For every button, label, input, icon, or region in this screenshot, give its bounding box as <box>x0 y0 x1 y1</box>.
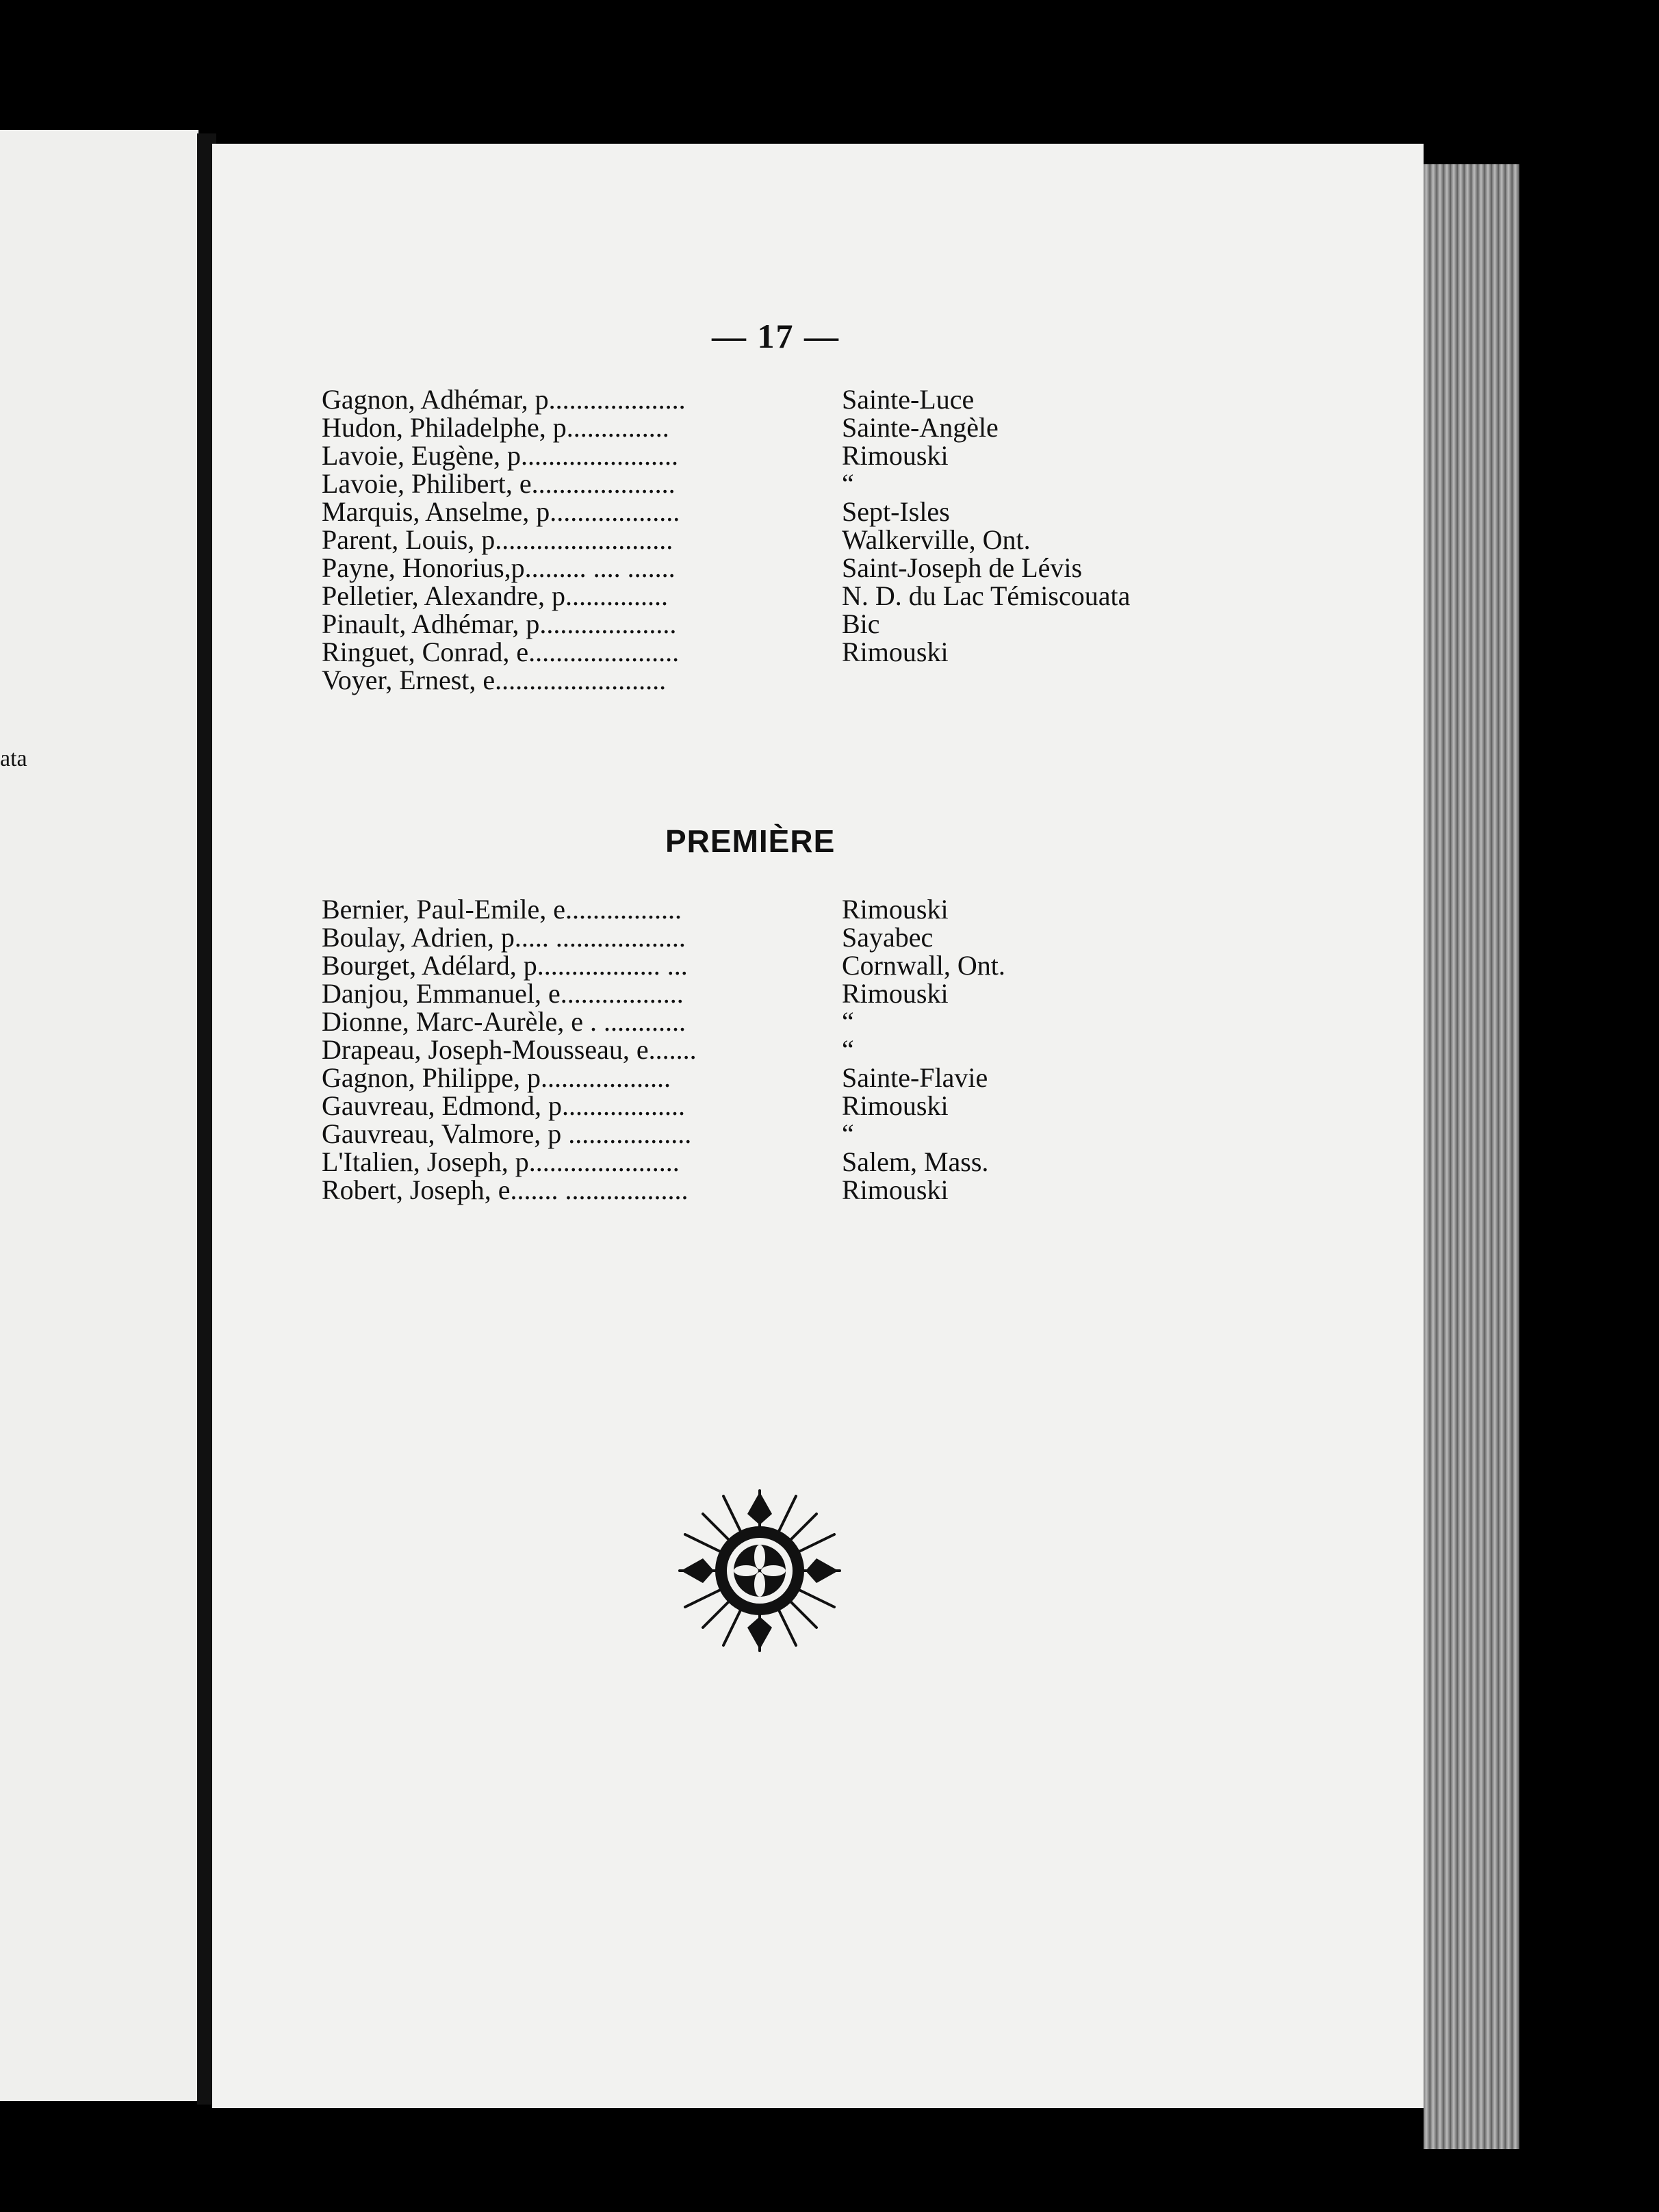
list-item <box>322 893 1246 925</box>
student-place: Sept-Isles <box>842 496 950 527</box>
list-item <box>322 580 1246 611</box>
section-heading: PREMIÈRE <box>665 823 836 859</box>
list-item <box>322 1090 1246 1121</box>
list-item <box>322 383 1246 415</box>
student-name: Lavoie, Eugène, p....................... <box>322 440 678 471</box>
student-name: Parent, Louis, p.......................... <box>322 524 673 555</box>
student-place: “ <box>842 1118 854 1149</box>
student-name: Lavoie, Philibert, e..................... <box>322 468 676 499</box>
student-place: Rimouski <box>842 636 949 667</box>
printer-ornament <box>674 1485 845 1656</box>
student-place: Rimouski <box>842 1174 949 1205</box>
list-item <box>322 411 1246 443</box>
student-place: Sainte-Angèle <box>842 412 999 443</box>
student-place: Sainte-Luce <box>842 384 975 415</box>
student-place: Rimouski <box>842 978 949 1009</box>
list-item <box>322 608 1246 639</box>
student-name: Gagnon, Philippe, p................... <box>322 1062 671 1093</box>
student-place: Salem, Mass. <box>842 1146 989 1177</box>
student-place: Walkerville, Ont. <box>842 524 1031 555</box>
student-name: Pelletier, Alexandre, p............... <box>322 580 669 611</box>
list-item <box>322 1146 1246 1177</box>
list-item <box>322 496 1246 527</box>
student-place: Sayabec <box>842 922 934 953</box>
student-place: Rimouski <box>842 440 949 471</box>
list-item <box>322 664 1246 695</box>
student-name: Voyer, Ernest, e......................... <box>322 665 667 695</box>
student-place: N. D. du Lac Témiscouata <box>842 580 1131 611</box>
student-place: “ <box>842 1006 854 1037</box>
student-place: “ <box>842 468 854 499</box>
list-item <box>322 921 1246 953</box>
left-page-fragment: ata <box>0 746 27 771</box>
list-item <box>322 949 1246 981</box>
list-item <box>322 636 1246 667</box>
page-number: — 17 — <box>712 317 840 355</box>
student-name: Robert, Joseph, e....... .................. <box>322 1174 689 1205</box>
page-edge <box>1424 164 1519 2149</box>
student-name: Bernier, Paul-Emile, e................. <box>322 894 682 925</box>
list-item <box>322 439 1246 471</box>
student-place: Sainte-Flavie <box>842 1062 988 1093</box>
student-place: Bic <box>842 608 880 639</box>
left-page <box>0 130 198 2101</box>
student-name: Bourget, Adélard, p.................. ... <box>322 950 688 981</box>
list-item <box>322 1033 1246 1065</box>
student-name: Payne, Honorius,p......... .... ....... <box>322 552 676 583</box>
list-item <box>322 524 1246 555</box>
student-name: Gagnon, Adhémar, p.................... <box>322 384 686 415</box>
student-name: Boulay, Adrien, p..... ................... <box>322 922 686 953</box>
list-item <box>322 1118 1246 1149</box>
list-item <box>322 1005 1246 1037</box>
list-item <box>322 467 1246 499</box>
student-list-two <box>322 893 1246 1205</box>
student-name: Pinault, Adhémar, p.................... <box>322 608 677 639</box>
student-name: Ringuet, Conrad, e...................... <box>322 636 680 667</box>
student-list-one <box>322 383 1246 695</box>
student-name: L'Italien, Joseph, p...................... <box>322 1146 680 1177</box>
student-name: Marquis, Anselme, p................... <box>322 496 680 527</box>
student-place: Saint-Joseph de Lévis <box>842 552 1083 583</box>
list-item <box>322 552 1246 583</box>
list-item <box>322 1174 1246 1205</box>
student-place: Rimouski <box>842 1090 949 1121</box>
student-name: Gauvreau, Valmore, p .................. <box>322 1118 692 1149</box>
student-name: Dionne, Marc-Aurèle, e . ............ <box>322 1006 686 1037</box>
student-name: Hudon, Philadelphe, p............... <box>322 412 669 443</box>
list-item <box>322 977 1246 1009</box>
student-name: Gauvreau, Edmond, p.................. <box>322 1090 686 1121</box>
student-name: Drapeau, Joseph-Mousseau, e....... <box>322 1034 697 1065</box>
student-place: Rimouski <box>842 894 949 925</box>
student-name: Danjou, Emmanuel, e.................. <box>322 978 684 1009</box>
student-place: Cornwall, Ont. <box>842 950 1005 981</box>
list-item <box>322 1062 1246 1093</box>
student-place: “ <box>842 1034 854 1065</box>
